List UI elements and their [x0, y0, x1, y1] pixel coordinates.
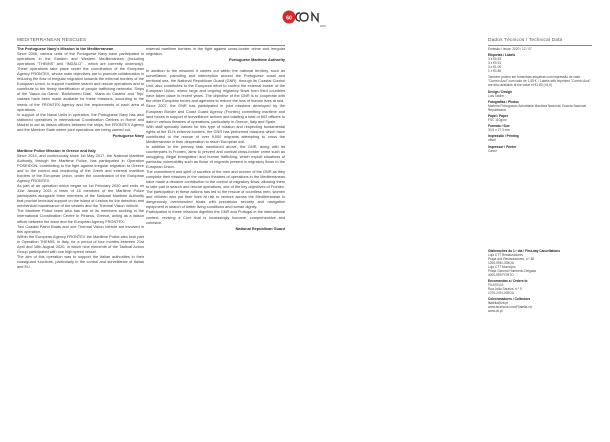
first-day-block	[488, 249, 592, 277]
orders-line: FILATELIA	[488, 282, 504, 287]
logo-emblem-icon	[276, 5, 334, 29]
paragraph: Since 2014, and continuously since 1st May 2017, the National Maritime Authority, through the Maritime Police, has participated in Operation POSEIDON, contributing to the fight against irregular migration to Greece and to the control and monitoring of the Greek and external maritime borders of the European Union, under the coordination of the European Agency FRONTEX.	[17, 153, 144, 184]
paragraph: Since 2006, various units of the Portuguese Navy have participated in operations in the Eastern and Western Mediterranean (including operations "THEMIS" and "INDALO" - which are currently underway). These operations take place under the coordination of the European Agency FRONTEX, whose main objectives are to promote collaboration in reducing the flow of irregular migration towards the external borders of the European Union, to support maritime search and rescue operations and to contribute to the timely identification of people trafficking networks. Ships of the 'Vasco da Gama', 'Bartolomeu Dias', 'Viana do Castelo' and 'Tejo' classes have been made available for these missions, according to the needs of the FRONTEX Agency and the requirements of each area of operations.	[17, 52, 144, 112]
collectors-line: filatelia@ctt.pt	[488, 301, 509, 306]
paragraph: The Maritime Police team also has one of its members working in the International Coordination Centre in Piraeus, Greece, acting as a liaison officer between the team and the European Agency FRONTEX.	[17, 209, 144, 224]
first-day-heading: Obliterações do 1.º dia / First-day Cancellations	[488, 248, 561, 253]
first-day-line: Praça dos Restauradores, n.º 58	[488, 256, 535, 261]
design-heading: Design / Design	[488, 89, 512, 94]
orders-heading: Encomendas a / Orders to	[488, 278, 528, 283]
paper-block	[488, 114, 592, 122]
paragraph: As part of an operation which began on 1st February 2020 and ends on 31st January 2021 a team of 16 members of the Maritime Police participates alongside three members of the National Maritime Authority that provide technical support on the island of Lesbos for the detection and mechanical maintenance of the vessels and the Thermal Vision Vehicle.	[17, 184, 144, 209]
section-title-left: MEDITERRANEAN RESCUES	[17, 38, 87, 43]
photos-value: Marinha Portuguesa; Autoridade Marítima Nacional; Guarda Nacional Republicana	[488, 103, 586, 112]
print-block	[488, 134, 592, 142]
orders-line: Rua João Saraiva, n.º 9	[488, 286, 522, 291]
printer-heading: Impressor / Printer	[488, 144, 517, 149]
issue-date: Emissão / Issue: 2020 / 12 / 07	[488, 47, 532, 51]
paragraph: In addition to the primary task mentioned above, the GNR, along with its counterparts in Frontex, aims to prevent and combat cross-border crime such as smuggling, illegal immigration and human trafficking, which exploit situations of particular vulnerability such as those of migrants present in migratory flows to the European Union.	[146, 144, 285, 170]
paragraph: The participation in these actions has led to the rescue of countless men, women and children who put their lives at risk to venture across the Mediterranean in dangerously overcrowded boats with precarious security and navigation equipment in search of better living conditions and human dignity.	[146, 190, 285, 210]
paragraph: Participation in these missions dignifies the GNR and Portugal in the international context, reviving a Core that is increasingly humane, comprehensive and cohesive.	[146, 210, 285, 225]
format-value: 30,5 x 27,3 mm	[488, 128, 510, 133]
signature-portuguese-navy: Portuguese Navy	[112, 133, 144, 138]
values-block	[488, 53, 592, 73]
technical-data-panel	[488, 47, 592, 315]
article-column-1	[17, 47, 144, 270]
value-item: 3 x €1,00	[488, 65, 502, 70]
values-heading: Etiquetas / Labels	[488, 53, 516, 58]
paragraph: Two Coastal Patrol Boats and one Thermal Vision Vehicle are involved in this operation.	[17, 224, 144, 234]
paragraph: Since 2007, the GNR has participated in joint missions developed by the European Border and Coast Guard Agency (Frontex) committing maritime and land forces in support of surveillance actions and totalling a total of 602 officers to date in various theatres of operations, particularly in Greece, Italy and Spain.	[146, 104, 285, 124]
svg-text:2020: 2020	[320, 25, 326, 28]
paragraph: The aim of this operation was to support the Italian authorities in their coastguard functions, particularly in the control and surveillance of Italian and EU	[17, 254, 144, 269]
paragraph: Within the European Agency FRONTEX the Maritime Police also took part in Operation THEMIS, in Italy, for a period of four months between 21st April and 18th August 2020, in which nine elements of the Tactical Action Group participated with one high speed vessel.	[17, 234, 144, 254]
section-title-right: Dados Técnicos / Technical Data	[488, 38, 563, 43]
orders-block	[488, 279, 592, 295]
paragraph: In support of the Naval Units in operation, the Portuguese Navy has also stationed operatives in international Coordination Centres in Rome and Madrid to act as liaison officers between the ships, the FRONTEX Agency and the Member State where joint operations are being carried out.	[17, 112, 144, 132]
first-day-line: Praça General Humberto Delgado	[488, 268, 537, 273]
orders-line: 1700-249 LISBOA	[488, 290, 514, 295]
paper-heading: Papel / Paper	[488, 113, 509, 118]
value-item: 3 x €0,53	[488, 57, 502, 62]
photos-heading: Fotografias / Photos	[488, 99, 519, 104]
collectors-block	[488, 297, 592, 313]
printer-value: Cartor	[488, 148, 497, 153]
label-note: Também podem ser fornecidas etiquetas com impressão de valor "Correio Azul" com valor de 1,85 €. / Labels with imprinted "Correio Azul" are also available at the value of €1,85 (×5,0)	[488, 75, 591, 88]
signature-national-republican-guard: National Republican Guard	[235, 226, 285, 231]
first-day-line: 4000-999 PORTO	[488, 272, 514, 277]
printer-block	[488, 145, 592, 153]
print-heading: Impressão / Printing	[488, 134, 519, 139]
paragraph: The commitment and spirit of sacrifice of the men and women of the GNR as they complete their missions in the various theatres of operations in the Mediterranean have made a decisive contribution to the control of migratory flows, allowing them to take part in search and rescue operations, one of the key objectives of Frontex.	[146, 170, 285, 190]
heading-navy-mission: The Portuguese Navy's Mission in the Mediterranean	[17, 47, 114, 51]
format-block	[488, 124, 592, 132]
signature-maritime-authority: Portuguese Maritime Authority	[228, 58, 285, 63]
paragraph: external maritime borders in the fight against cross-border crime and irregular migration.	[146, 47, 285, 57]
print-value: offset	[488, 138, 496, 143]
first-day-line: Loja CTT Município	[488, 264, 516, 269]
logo	[276, 5, 334, 29]
value-item: 1 x €0,86	[488, 69, 502, 74]
paragraph: In addition to the missions it carries out within the national territory, such as surveillance, patrolling and interception around the Portuguese coast and territorial sea, the National Republican Guard (GNR), through its Coastal Control Unit, also contributes to the European effort to control the external border of the European Union, where large and ongoing migratory flows from third countries have taken place in recent years. The objective of the GNR is to cooperate with the other European forces and agencies to reduce the loss of human lives at sea.	[146, 69, 285, 104]
value-item: 3 x €0,91	[488, 61, 502, 66]
first-day-line: 1250-998 LISBOA	[488, 260, 514, 265]
collectors-heading: Colecionadores / Collectors	[488, 297, 531, 302]
heading-maritime-police: Maritime Police Mission in Greece and Italy	[17, 148, 96, 153]
paragraph: With staff specially trained for this type of mission and respecting fundamental rights at the EU's external borders, the GNR has performed missions which have contributed to the rescue of over 9,000 migrants attempting to cross the Mediterranean in their desperation to reach European soil.	[146, 124, 285, 144]
divider-right	[488, 45, 592, 46]
photos-block	[488, 100, 592, 112]
collectors-line: www.ctt.pt	[488, 309, 503, 314]
format-heading: Formato / Size	[488, 124, 510, 129]
svg-text:60: 60	[286, 15, 292, 22]
design-block	[488, 90, 592, 98]
paper-value: FSC 110g/m²	[488, 117, 507, 122]
collectors-line: www.facebook.com/Filatelia.ctt	[488, 305, 532, 310]
design-value: Luís Taklim	[488, 93, 504, 98]
first-day-line: Loja CTT Restauradores	[488, 252, 523, 257]
article-column-2	[146, 47, 285, 235]
divider-left	[17, 45, 285, 46]
